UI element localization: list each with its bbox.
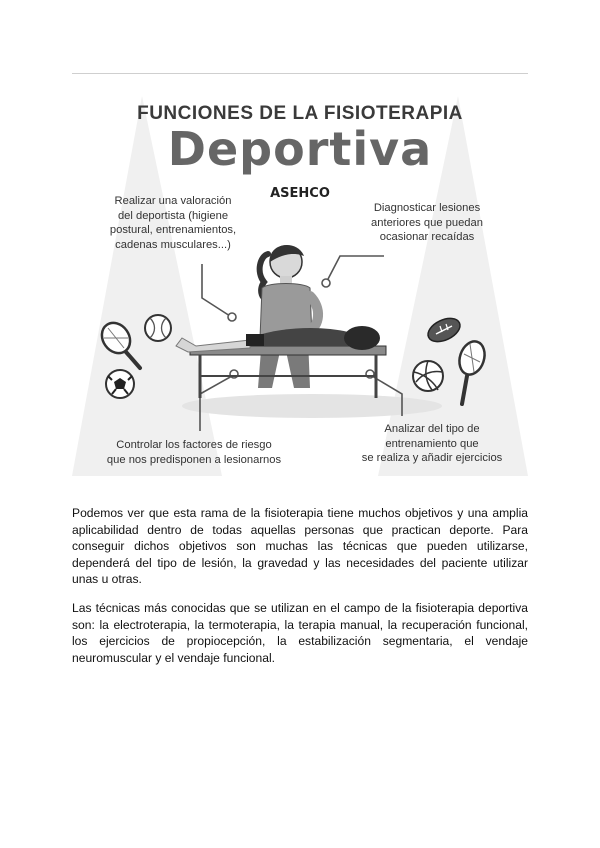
callout-line: anteriores que puedan: [371, 216, 483, 229]
volleyball-icon: [413, 361, 443, 391]
callout-top-right: [342, 201, 512, 245]
paragraph-line: neuromuscular y el vendaje funcional.: [72, 650, 276, 665]
callout-bottom-right: [337, 422, 527, 466]
paragraph-techniques: [72, 600, 528, 666]
callout-line: Analizar del tipo de: [384, 423, 480, 435]
paragraph-line: los ejercicios de propiocepción, la estabilización segmentaria, el vendaje: [72, 634, 528, 649]
baseball-icon: [145, 315, 171, 341]
callout-line: Controlar los factores de riesgo: [116, 439, 272, 451]
callout-line: postural, entrenamientos,: [109, 224, 237, 236]
callout-leader: [202, 264, 230, 316]
callout-top-left: [98, 194, 248, 252]
callout-line: que nos predisponen a lesionarnos: [106, 453, 282, 466]
infographic-title: FUNCIONES DE LA FISIOTERAPIA: [137, 103, 463, 124]
paragraph-line: unas u otras.: [72, 572, 142, 587]
callout-dot: [322, 279, 330, 287]
callout-line: Diagnosticar lesiones: [373, 202, 481, 214]
paragraph-line: dependerá del tipo de lesión, la gravedad y las necesidades del paciente utilizar: [72, 555, 528, 570]
callout-line: ocasionar recaídas: [379, 231, 475, 243]
callout-leader: [327, 256, 384, 281]
callout-line: Realizar una valoración: [114, 195, 232, 207]
infographic-subtitle: Deportiva: [167, 122, 433, 176]
callout-dot: [228, 313, 236, 321]
callout-line: se realiza y añadir ejercicios: [361, 452, 503, 464]
treatment-table: [190, 346, 386, 398]
paragraph-objectives: [72, 505, 528, 588]
infographic: [72, 76, 528, 480]
paragraph-line: son: la electroterapia, la termoterapia, la terapia manual, la recuperación funcional,: [72, 617, 528, 632]
top-divider: [72, 73, 528, 74]
logo: ASEHCO: [270, 186, 330, 201]
callout-bottom-left: [96, 438, 292, 467]
callout-line: entrenamiento que: [385, 437, 479, 450]
callout-line: cadenas musculares...): [115, 238, 231, 251]
paragraph-line: aplicabilidad dentro de todas aquellas personas que practican deporte. Para: [72, 522, 528, 537]
paragraph-line: Podemos ver que esta rama de la fisioterapia tiene muchos objetivos y una amplia: [72, 506, 528, 520]
floor-shadow: [182, 394, 442, 418]
physiotherapist-figure: [258, 245, 318, 388]
soccer-ball-icon: [106, 370, 134, 398]
paragraph-line: Las técnicas más conocidas que se utilizan en el campo de la fisioterapia deportiva: [72, 601, 528, 615]
callout-line: del deportista (higiene: [117, 209, 229, 222]
paragraph-line: conseguir dichos objetivos son muchas las técnicas que pueden utilizarse,: [72, 539, 528, 554]
